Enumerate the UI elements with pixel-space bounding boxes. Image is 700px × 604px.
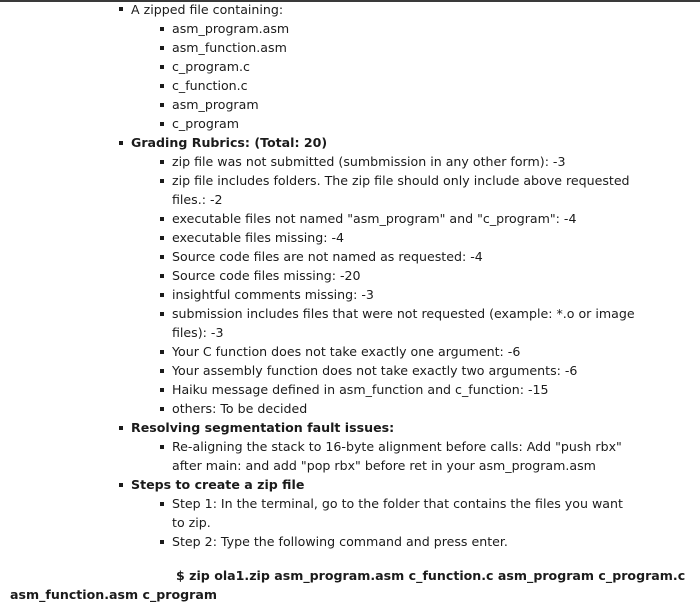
bullet	[160, 312, 164, 316]
bullet	[160, 407, 164, 411]
rubric-item: executable files missing: -4	[172, 230, 345, 245]
rubric-item: Your C function does not take exactly one argument: -6	[172, 344, 521, 359]
file-item: asm_program	[172, 97, 259, 112]
rubric-heading: Grading Rubrics: (Total: 20)	[131, 135, 328, 150]
rubric-item: Haiku message defined in asm_function and c_function: -15	[172, 382, 549, 397]
bullet	[119, 483, 123, 487]
rubric-item: others: To be decided	[172, 401, 308, 416]
bullet	[160, 274, 164, 278]
bullet	[160, 122, 164, 126]
rubric-item: Your assembly function does not take exactly two arguments: -6	[172, 363, 578, 378]
rubric-item: zip file includes folders. The zip file should only include above requested	[172, 173, 630, 188]
bullet	[160, 179, 164, 183]
zip-command-continued: asm_function.asm c_program	[10, 587, 218, 602]
rubric-item: Source code files missing: -20	[172, 268, 361, 283]
zipped-heading: A zipped file containing:	[131, 2, 284, 17]
segfault-step-continued: after main: and add "pop rbx" before ret in your asm_program.asm	[172, 458, 596, 473]
bullet	[160, 350, 164, 354]
rubric-item-continued: files): -3	[172, 325, 224, 340]
rubric-item: zip file was not submitted (sumbmission in any other form): -3	[172, 154, 566, 169]
bullet	[160, 217, 164, 221]
rubric-item-continued: files.: -2	[172, 192, 223, 207]
file-item: c_program	[172, 116, 239, 131]
bullet	[160, 255, 164, 259]
file-item: asm_function.asm	[172, 40, 287, 55]
segfault-step: Re-aligning the stack to 16-byte alignment before calls: Add "push rbx"	[172, 439, 622, 454]
zip-command: $ zip ola1.zip asm_program.asm c_function.c asm_program c_program.c	[176, 568, 686, 583]
file-item: c_function.c	[172, 78, 248, 93]
file-item: asm_program.asm	[172, 21, 290, 36]
top-divider	[0, 0, 700, 2]
rubric-item: insightful comments missing: -3	[172, 287, 374, 302]
rubric-item: Source code files are not named as requested: -4	[172, 249, 483, 264]
rubric-item: executable files not named "asm_program" and "c_program": -4	[172, 211, 577, 226]
bullet	[160, 540, 164, 544]
bullet	[119, 141, 123, 145]
bullet	[160, 445, 164, 449]
zip-step-1-continued: to zip.	[172, 515, 211, 530]
bullet	[160, 27, 164, 31]
bullet	[119, 7, 123, 11]
segfault-heading: Resolving segmentation fault issues:	[131, 420, 395, 435]
bullet	[160, 388, 164, 392]
bullet	[160, 46, 164, 50]
bullet	[160, 236, 164, 240]
file-item: c_program.c	[172, 59, 250, 74]
zipsteps-heading: Steps to create a zip file	[131, 477, 305, 492]
bullet	[160, 160, 164, 164]
bullet	[160, 369, 164, 373]
bullet	[160, 84, 164, 88]
bullet	[160, 293, 164, 297]
bullet	[160, 502, 164, 506]
bullet	[119, 426, 123, 430]
rubric-item: submission includes files that were not requested (example: *.o or image	[172, 306, 635, 321]
zip-step-2: Step 2: Type the following command and press enter.	[172, 534, 508, 549]
bullet	[160, 65, 164, 69]
zip-step-1: Step 1: In the terminal, go to the folder that contains the files you want	[172, 496, 623, 511]
bullet	[160, 103, 164, 107]
